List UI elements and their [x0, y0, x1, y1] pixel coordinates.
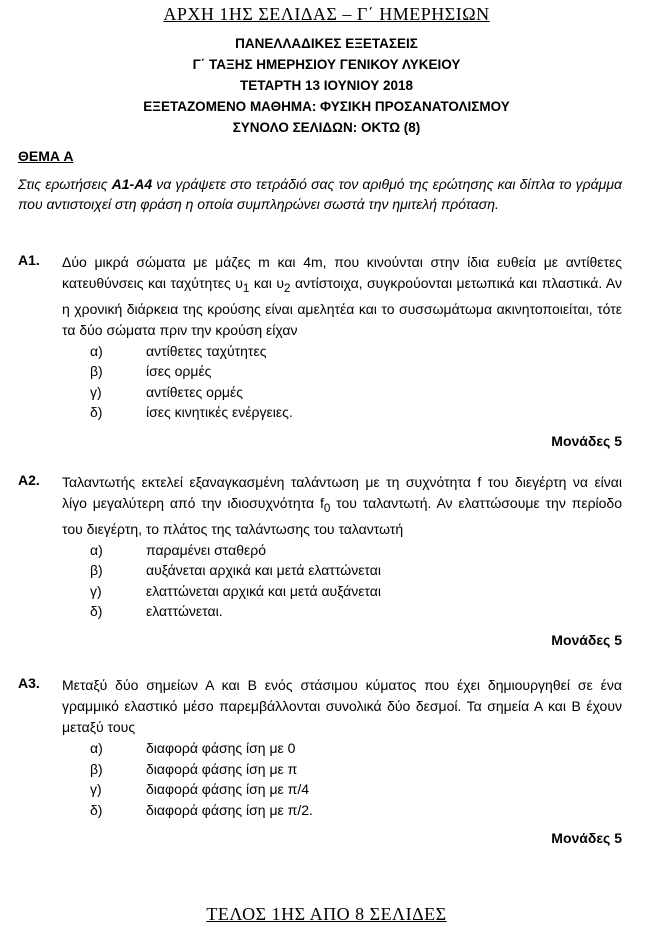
option-letter: γ)	[90, 781, 102, 797]
option-text: αντίθετες ταχύτητες	[146, 342, 267, 359]
page-footer: ΤΕΛΟΣ 1ΗΣ ΑΠΟ 8 ΣΕΛΙΔΕΣ	[206, 904, 447, 924]
option-text: ελαττώνεται.	[146, 603, 223, 620]
instructions-text: να γράψετε στο τετράδιό σας τον αριθμό της ερώτησης και δίπλα το γράμμα που αντιστοιχεί στη φράση η οποία συμπληρώνει σωστά την ημιτελή πρόταση.	[18, 176, 622, 212]
option-item	[90, 800, 622, 821]
stem-text: του ταλαντωτή. Αν ελαττώσουμε την περίοδο του διεγέρτη, το πλάτος της ταλάντωσης του ταλαντωτή	[62, 495, 623, 537]
option-letter: α)	[90, 342, 103, 359]
exam-header-line: ΤΕΤΑΡΤΗ 13 ΙΟΥΝΙΟΥ 2018	[239, 78, 414, 93]
option-item	[90, 581, 622, 602]
option-item	[90, 738, 622, 759]
question-label: Α2.	[18, 472, 40, 488]
options-list	[90, 341, 622, 423]
question-label: Α3.	[18, 675, 40, 691]
option-text: διαφορά φάσης ίση με π/4	[146, 781, 310, 797]
instructions-text: Στις ερωτήσεις	[18, 176, 112, 192]
option-letter: δ)	[90, 603, 103, 620]
option-text: διαφορά φάσης ίση με π/2.	[146, 801, 313, 818]
option-letter: γ)	[90, 582, 102, 599]
question-a2	[18, 472, 622, 648]
option-text: ίσες κινητικές ενέργειες.	[146, 404, 293, 421]
question-a3	[18, 675, 622, 846]
marks-label: Μονάδες 5	[551, 830, 622, 846]
page-header: ΑΡΧΗ 1ΗΣ ΣΕΛΙΔΑΣ – Γ΄ ΗΜΕΡΗΣΙΩΝ	[163, 4, 490, 24]
option-item	[90, 540, 622, 561]
options-list	[90, 738, 622, 820]
option-text: παραμένει σταθερό	[146, 541, 267, 558]
exam-header-line: ΣΥΝΟΛΟ ΣΕΛΙΔΩΝ: ΟΚΤΩ (8)	[232, 120, 421, 135]
option-text: αυξάνεται αρχικά και μετά ελαττώνεται	[146, 562, 381, 579]
option-text: αντίθετες ορμές	[146, 383, 243, 400]
question-stem	[62, 252, 622, 341]
option-item	[90, 759, 622, 780]
instructions	[18, 174, 622, 214]
exam-header-line: ΕΞΕΤΑΖΟΜΕΝΟ ΜΑΘΗΜΑ: ΦΥΣΙΚΗ ΠΡΟΣΑΝΑΤΟΛΙΣΜΟΥ	[143, 99, 510, 114]
subscript: 2	[284, 281, 291, 295]
stem-text: Μεταξύ δύο σημείων Α και Β ενός στάσιμου κύματος που έχει δημιουργηθεί σε ένα γραμμικό ελαστικό μέσο παρεμβάλλονται συνολικά δύο δεσμοί. Τα σημεία Α και Β έχουν μεταξύ τους	[62, 677, 622, 735]
option-item	[90, 560, 622, 581]
exam-header	[0, 33, 653, 138]
question-stem	[62, 675, 622, 738]
question-a1	[18, 252, 622, 449]
question-label: Α1.	[18, 252, 40, 268]
option-item	[90, 382, 622, 403]
option-text: ελαττώνεται αρχικά και μετά αυξάνεται	[146, 582, 381, 599]
marks-label: Μονάδες 5	[551, 432, 622, 449]
options-list	[90, 540, 622, 622]
option-letter: α)	[90, 740, 103, 756]
stem-text: και υ	[249, 275, 285, 291]
option-item	[90, 361, 622, 382]
marks-label: Μονάδες 5	[551, 631, 622, 648]
option-letter: γ)	[90, 383, 102, 400]
subscript: 1	[242, 281, 250, 295]
stem-text: Ταλαντωτής εκτελεί εξαναγκασμένη ταλάντωση με τη συχνότητα f του διεγέρτη να είναι λίγο μεγαλύτερη από την ιδιοσυχνότητα f	[62, 474, 622, 511]
option-letter: δ)	[90, 404, 103, 421]
option-letter: δ)	[90, 801, 103, 818]
option-text: ίσες ορμές	[146, 363, 212, 380]
question-stem	[62, 472, 622, 540]
exam-header-line: Γ΄ ΤΑΞΗΣ ΗΜΕΡΗΣΙΟΥ ΓΕΝΙΚΟΥ ΛΥΚΕΙΟΥ	[192, 57, 461, 72]
stem-text: Δύο μικρά σώματα με μάζες m και 4m, που κινούνται στην ίδια ευθεία με αντίθετες κατευθύνσεις και ταχύτητες υ	[62, 254, 622, 291]
option-letter: α)	[90, 541, 103, 558]
option-letter: β)	[90, 760, 103, 777]
subscript: 0	[323, 501, 331, 515]
option-item	[90, 402, 622, 423]
option-item	[90, 779, 622, 800]
exam-header-line: ΠΑΝΕΛΛΑΔΙΚΕΣ ΕΞΕΤΑΣΕΙΣ	[235, 36, 418, 51]
section-title: ΘΕΜΑ Α	[18, 148, 74, 164]
option-text: διαφορά φάσης ίση με π	[146, 760, 298, 777]
stem-text: αντίστοιχα, συγκρούονται μετωπικά και πλαστικά. Αν η χρονική διάρκεια της κρούσης είναι αμελητέα και το συσσωμάτωμα ακινητοποιείται, τότε τα δύο σώματα πριν την κρούση είχαν	[62, 275, 623, 338]
option-item	[90, 341, 622, 362]
option-text: διαφορά φάσης ίση με 0	[146, 740, 296, 756]
option-item	[90, 601, 622, 622]
instructions-range: Α1-Α4	[111, 176, 153, 192]
option-letter: β)	[90, 562, 103, 579]
option-letter: β)	[90, 363, 103, 380]
